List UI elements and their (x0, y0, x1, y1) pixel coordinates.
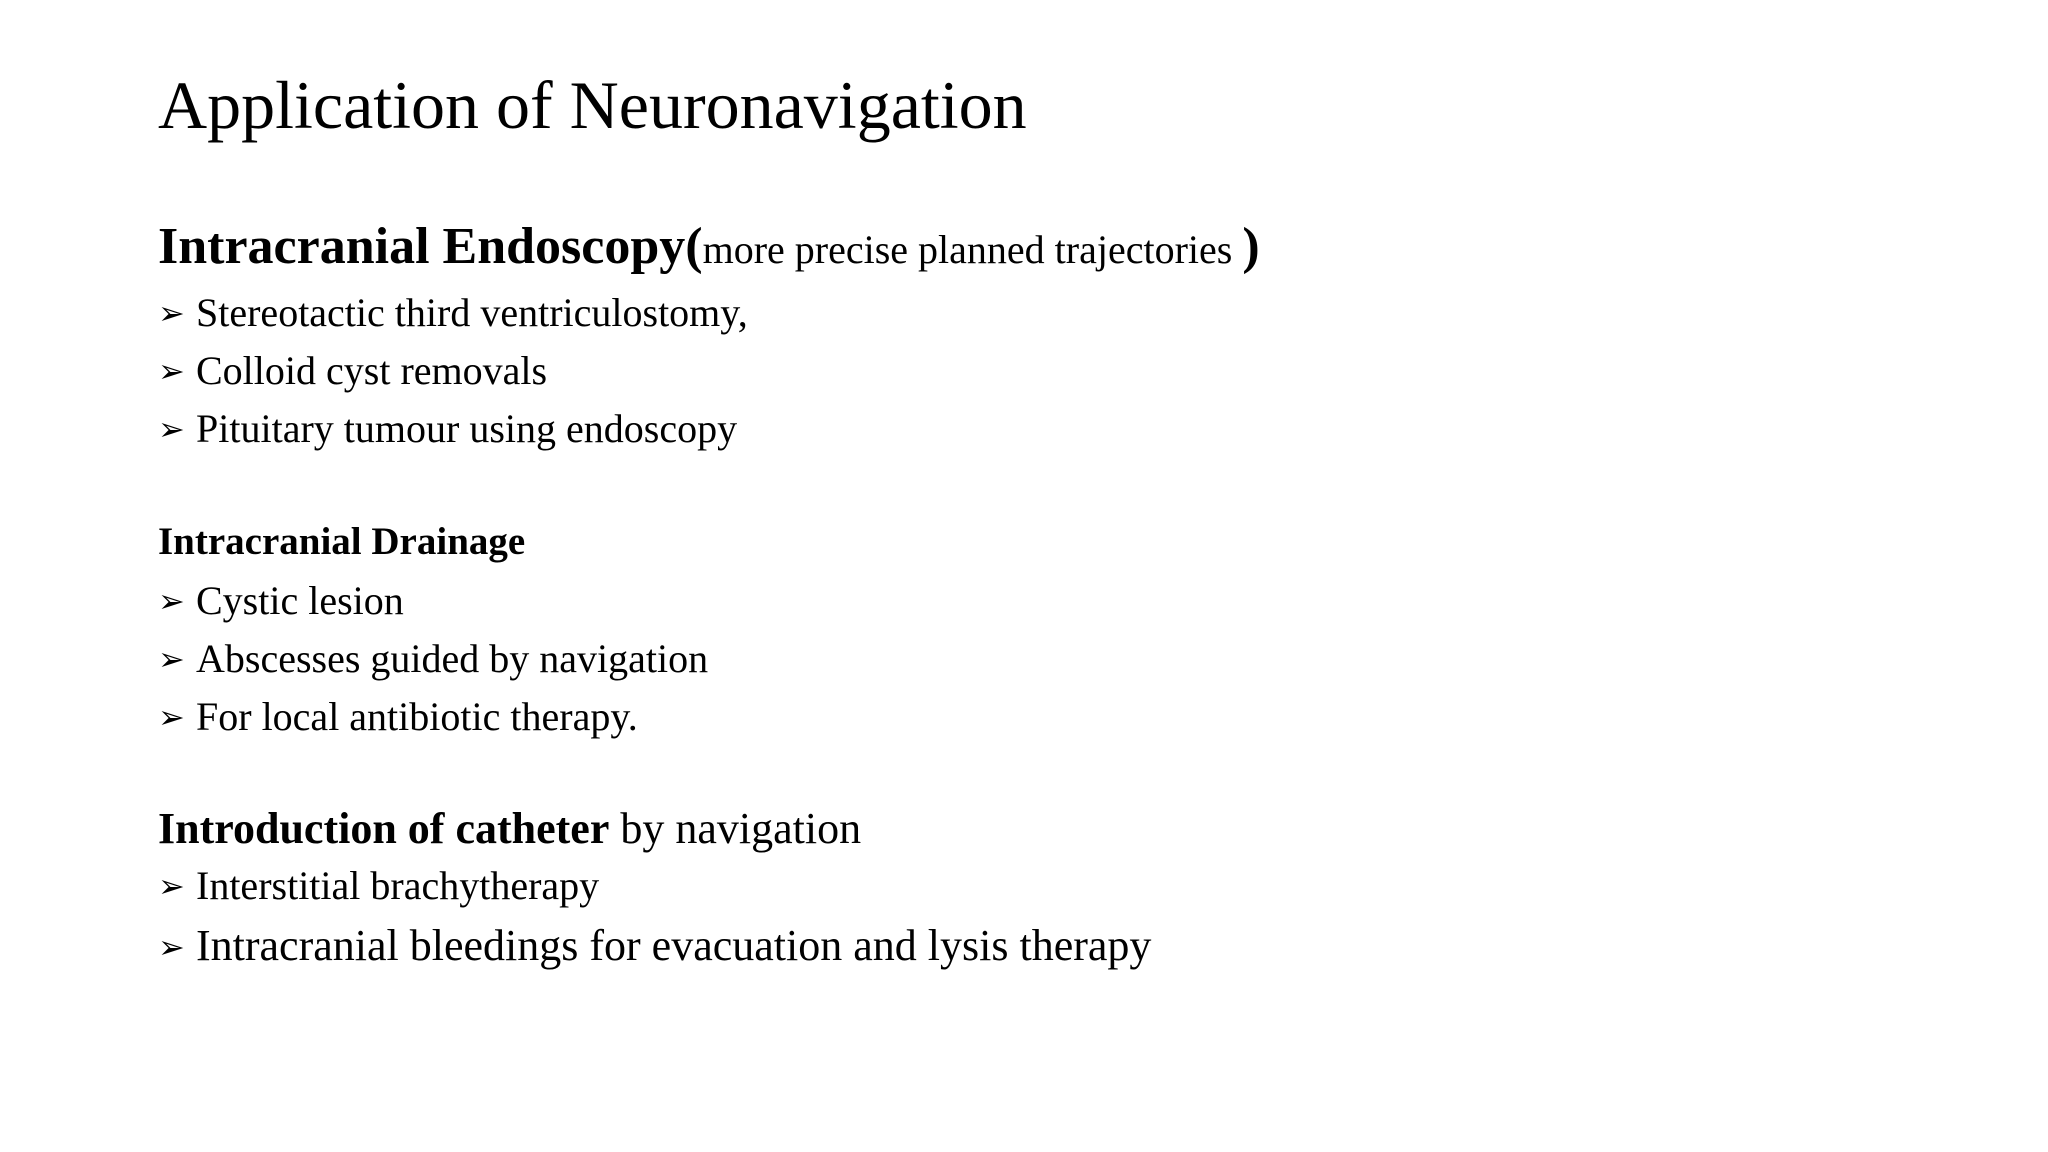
list-item-text: Pituitary tumour using endoscopy (196, 406, 738, 451)
section-heading-catheter-rest: by navigation (609, 804, 862, 853)
section-heading-endoscopy-note: more precise planned trajectories (702, 227, 1243, 272)
bullet-list-drainage (158, 572, 708, 746)
list-item (158, 688, 708, 746)
arrow-bullet-icon: ➢ (158, 698, 185, 736)
arrow-bullet-icon: ➢ (158, 294, 185, 332)
list-item-text: Cystic lesion (196, 578, 404, 623)
list-item-text: Interstitial brachytherapy (196, 863, 600, 908)
list-item (158, 630, 708, 688)
arrow-bullet-icon: ➢ (158, 410, 185, 448)
section-heading-catheter (158, 800, 861, 858)
list-item-text: Intracranial bleedings for evacuation and lysis therapy (196, 921, 1152, 970)
section-heading-endoscopy-bold: Intracranial Endoscopy( (158, 218, 703, 275)
list-item (158, 284, 748, 342)
list-item (158, 342, 748, 400)
section-heading-endoscopy (158, 214, 1260, 283)
arrow-bullet-icon: ➢ (158, 582, 185, 620)
list-item (158, 857, 1151, 915)
section-heading-drainage: Intracranial Drainage (158, 520, 526, 563)
list-item-text: For local antibiotic therapy. (196, 694, 638, 739)
arrow-bullet-icon: ➢ (158, 352, 185, 390)
list-item-text: Colloid cyst removals (196, 348, 548, 393)
section-heading-endoscopy-close: ) (1242, 218, 1260, 275)
arrow-bullet-icon: ➢ (158, 928, 185, 966)
list-item (158, 572, 708, 630)
arrow-bullet-icon: ➢ (158, 640, 185, 678)
list-item (158, 915, 1151, 978)
list-item-text: Abscesses guided by navigation (196, 636, 709, 681)
list-item-text: Stereotactic third ventriculostomy, (196, 290, 748, 335)
arrow-bullet-icon: ➢ (158, 867, 185, 905)
slide-title: Application of Neuronavigation (158, 67, 1027, 143)
bullet-list-endoscopy (158, 284, 748, 458)
list-item (158, 400, 748, 458)
bullet-list-catheter (158, 857, 1151, 978)
section-heading-catheter-bold: Introduction of catheter (158, 804, 610, 853)
